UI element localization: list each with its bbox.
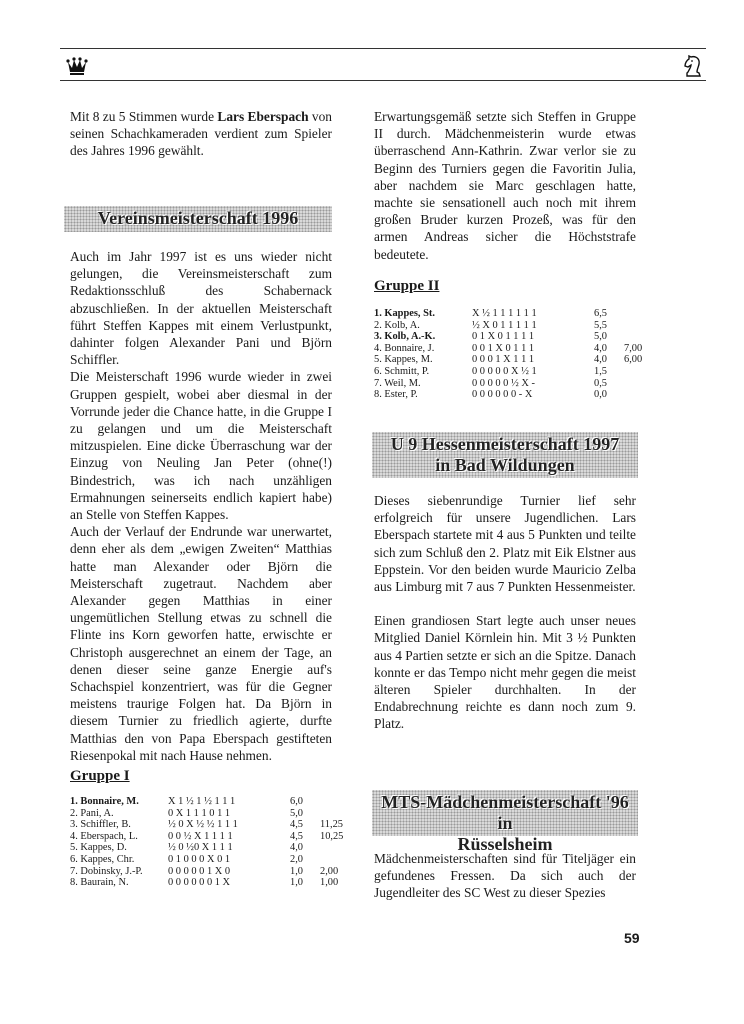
u9-text [374, 492, 636, 733]
paragraph: Dieses siebenrundige Turnier lief sehr erfolgreich für unsere Jugendlichen. Lars Eberspach startete mit 4 aus 5 Punkten und teilte sich zum Schluß den 2. Platz mit Eik Elstner aus Eppstein. Vor den beiden wurde Mauricio Zelba aus Limburg mit 7 aus 7 Punkten Hessenmeister. [374, 493, 636, 595]
player-of-year-name: Lars Eberspach [217, 109, 309, 124]
table-row [70, 877, 360, 889]
score-cells: 0 1 0 0 0 X 0 1 [168, 853, 231, 865]
intro-paragraph [70, 108, 332, 160]
points-cell: 1,0 [290, 865, 303, 877]
score-cells: ½ 0 X ½ ½ 1 1 1 [168, 819, 238, 831]
score-cells: 0 0 0 0 0 0 - X [472, 389, 533, 401]
points-cell: 4,5 [290, 819, 303, 831]
score-cells: 0 0 0 0 0 X ½ 1 [472, 365, 537, 377]
table-row [374, 320, 664, 332]
player-name: 5. Kappes, M. [374, 354, 433, 366]
player-name: 8. Baurain, N. [70, 877, 129, 889]
table-row [70, 831, 360, 843]
paragraph: Auch im Jahr 1997 ist es uns wieder nicht gelungen, die Vereinsmeisterschaft zum Redaktionsschluß des Schabernack abzuschließen. In der aktuellen Meisterschaft führt Steffen Kappes mit einem Verlustpunkt, dahinter folgen Alexander Pani und Björn Schiffler. [70, 249, 332, 368]
group1-table [70, 796, 360, 889]
tiebreak-cell: 11,25 [320, 819, 343, 831]
table-row [374, 389, 664, 401]
score-cells: 0 0 0 0 0 1 X 0 [168, 865, 231, 877]
table-row [70, 796, 360, 808]
tiebreak-cell: 10,25 [320, 830, 344, 842]
points-cell: 1,0 [290, 877, 303, 889]
right-paragraph [374, 108, 636, 263]
section-subtitle: Rüsselsheim [457, 834, 553, 854]
player-name: 7. Dobinsky, J.-P. [70, 865, 143, 877]
intro-text: von seinen Schachkameraden verdient zum Spieler des Jahres 1996 gewählt. [70, 109, 332, 159]
tiebreak-cell [624, 308, 664, 320]
section-title: Vereinsmeisterschaft 1996 [97, 208, 299, 228]
tiebreak-cell [320, 842, 360, 854]
vm-text [70, 248, 332, 764]
player-name: 8. Ester, P. [374, 389, 418, 401]
section-subtitle: in Bad Wildungen [435, 455, 575, 475]
section-title: MTS-Mädchenmeisterschaft '96 in [381, 792, 629, 833]
player-name: 6. Kappes, Chr. [70, 853, 135, 865]
tiebreak-cell: 7,00 [624, 342, 643, 354]
points-cell: 4,5 [290, 830, 303, 842]
table-row [374, 378, 664, 390]
group2-heading: Gruppe II [374, 278, 440, 294]
paragraph: Erwartungsgemäß setzte sich Steffen in Gruppe II durch. Mädchenmeisterin wurde etwas überraschend Ann-Kathrin. Zwar verlor sie zu Beginn des Turniers gegen die Favoritin Julia, aber nachdem sie Marc geschlagen hatte, machte sie sensationell auch noch mit ihrem großen Bruder kurzen Prozeß, was für den armen Andreas sicher die Höchststrafe bedeutete. [374, 109, 636, 262]
player-name: 4. Eberspach, L. [70, 830, 138, 842]
tiebreak-cell [320, 796, 360, 808]
points-cell: 6,0 [290, 796, 303, 807]
player-name: 3. Schiffler, B. [70, 819, 131, 831]
tiebreak-cell [624, 389, 664, 401]
score-cells: 0 0 ½ X 1 1 1 1 [168, 830, 233, 842]
group2-table [374, 308, 664, 401]
player-name: 3. Kolb, A.-K. [374, 331, 436, 343]
banner-mts [372, 790, 638, 854]
paragraph: Auch der Verlauf der Endrunde war unerwartet, denn eher als dem „ewigen Zweiten“ Matthias hatte man Alexander oder Björn die Meisterschaft zugetraut. Nachdem aber Alexander gegen Matthias in einer ungemütlichen Stellung etwas zu schnell die Flinte ins Korn geworfen hatte, erwischte er Christoph ausgerechnet an einem der Tage, an denen dieser seine ganze Energie auf's Schachspiel konzentriert, was für die Gegner meistens traurige Folgen hat. Da Björn in diesem Turnier zu friedlich agierte, durfte Matthias den von Papa Eberspach gestifteten Riesenpokal mit nach Hause nehmen. [70, 524, 332, 763]
points-cell: 0,5 [594, 377, 607, 389]
paragraph: Einen grandiosen Start legte auch unser neues Mitglied Daniel Körnlein hin. Mit 3 ½ Punkten aus 4 Partien setzte er sich an die Spitze. Danach konnte er das Tempo nicht mehr gegen die meist älteren Spieler durchhalten. In der Endabrechnung reichte es dann noch zum 9. Platz. [374, 613, 636, 732]
table-row [70, 808, 360, 820]
tiebreak-cell [320, 854, 360, 866]
mts-text [374, 850, 636, 902]
points-cell: 4,0 [594, 342, 607, 354]
intro-text: Mit 8 zu 5 Stimmen wurde [70, 109, 218, 124]
table-row [70, 819, 360, 831]
points-cell: 4,0 [290, 842, 303, 854]
table-row [374, 354, 664, 366]
section-title: U 9 Hessenmeisterschaft 1997 [390, 434, 620, 454]
tiebreak-cell [320, 808, 360, 820]
banner-vereinsmeisterschaft [64, 206, 332, 232]
score-cells: ½ 0 ½0 X 1 1 1 [168, 842, 233, 854]
points-cell: 1,5 [594, 365, 607, 377]
points-cell: 5,0 [594, 331, 607, 343]
score-cells: 0 0 0 1 X 1 1 1 [472, 354, 535, 366]
score-cells: 0 0 0 0 0 0 1 X [168, 877, 231, 889]
banner-u9 [372, 432, 638, 478]
points-cell: 5,0 [290, 807, 303, 819]
tiebreak-cell [624, 320, 664, 332]
tiebreak-cell [624, 378, 664, 390]
score-cells: 0 X 1 1 1 0 1 1 [168, 807, 231, 819]
table-row [374, 366, 664, 378]
score-cells: 0 0 1 X 0 1 1 1 [472, 342, 535, 354]
page-number: 59 [624, 930, 640, 946]
score-cells: 0 0 0 0 0 ½ X - [472, 377, 535, 389]
points-cell: 0,0 [594, 389, 607, 401]
player-name: 1. Kappes, St. [374, 308, 435, 319]
header-bottom-rule [60, 80, 706, 81]
tiebreak-cell [624, 331, 664, 343]
tiebreak-cell: 6,00 [624, 354, 643, 366]
table-row [70, 866, 360, 878]
table-row [374, 331, 664, 343]
player-name: 2. Pani, A. [70, 807, 114, 819]
tiebreak-cell: 1,00 [320, 877, 339, 889]
points-cell: 6,5 [594, 308, 607, 319]
knight-icon [682, 54, 704, 78]
player-name: 2. Kolb, A. [374, 319, 420, 331]
player-name: 1. Bonnaire, M. [70, 796, 139, 807]
score-cells: X 1 ½ 1 ½ 1 1 1 [168, 796, 236, 807]
tiebreak-cell: 2,00 [320, 865, 339, 877]
table-row [70, 854, 360, 866]
crown-icon [66, 56, 88, 76]
table-row [374, 343, 664, 355]
player-name: 5. Kappes, D. [70, 842, 127, 854]
player-name: 7. Weil, M. [374, 377, 421, 389]
header-top-rule [60, 48, 706, 49]
score-cells: X ½ 1 1 1 1 1 1 [472, 308, 537, 319]
points-cell: 5,5 [594, 319, 607, 331]
points-cell: 2,0 [290, 853, 303, 865]
table-row [374, 308, 664, 320]
paragraph: Die Meisterschaft 1996 wurde wieder in zwei Gruppen gespielt, wobei aber diesmal in der Vorrunde jeder die Chance hatte, in die Gruppe I zu gelangen und um die Meisterschaft mitzuspielen. Eine dicke Überraschung war der Einzug von Neuling Jan Peter (ohne(!) Bindestrich, was ich nach unzähligen Ermahnungen seinerseits endlich kapiert habe) an Stelle von Steffen Kappes. [70, 369, 332, 523]
table-row [70, 842, 360, 854]
score-cells: 0 1 X 0 1 1 1 1 [472, 331, 535, 343]
tiebreak-cell [624, 366, 664, 378]
score-cells: ½ X 0 1 1 1 1 1 [472, 319, 537, 331]
paragraph: Mädchenmeisterschaften sind für Titeljäger ein gefundenes Fressen. Da sich auch der Jugendleiter des SC West zu dieser Spezies [374, 851, 636, 901]
player-name: 6. Schmitt, P. [374, 365, 430, 377]
player-name: 4. Bonnaire, J. [374, 342, 435, 354]
group1-heading: Gruppe I [70, 768, 130, 784]
points-cell: 4,0 [594, 354, 607, 366]
